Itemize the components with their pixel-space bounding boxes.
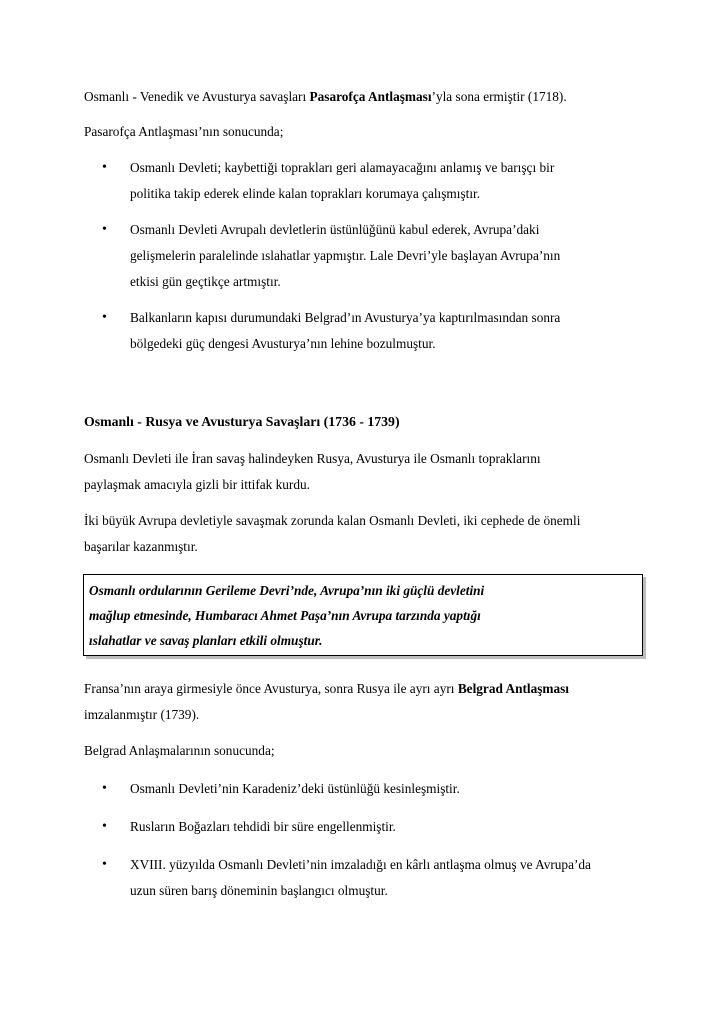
bullet-dot: •	[102, 781, 107, 796]
bullet-dot: •	[102, 160, 107, 175]
pasarofca-bullet-1-line-1: Osmanlı Devleti; kaybettiği toprakları geri alamayacağını anlamış ve barışçı bir	[130, 160, 555, 175]
pasarofca-bullet-2-line-3: etkisi gün geçtikçe artmıştır.	[130, 274, 281, 289]
bullet-dot: •	[102, 310, 107, 325]
para1-line-1: Osmanlı Devleti ile İran savaş halindeyken Rusya, Avusturya ile Osmanlı topraklarını	[84, 451, 541, 466]
intro-text-end: ’yla sona ermiştir (1718).	[431, 89, 567, 104]
intro-text: Osmanlı - Venedik ve Avusturya savaşları	[84, 89, 310, 104]
intro-bold-term: Pasarofça Antlaşması	[309, 89, 432, 104]
pasarofca-bullet-2-line-2: gelişmelerin paralelinde ıslahatlar yapmıştır. Lale Devri’yle başlayan Avrupa’nın	[130, 248, 561, 263]
para3-bold-term: Belgrad Antlaşması	[457, 681, 569, 696]
pasarofca-bullet-3-line-1: Balkanların kapısı durumundaki Belgrad’ın Avusturya’ya kaptırılmasından sonra	[130, 310, 561, 325]
belgrad-bullet-3-line-2: uzun süren barış döneminin başlangıcı olmuştur.	[130, 883, 388, 898]
pasarofca-bullet-1-line-2: politika takip ederek elinde kalan toprakları korumaya çalışmıştır.	[130, 186, 481, 201]
pasarofca-bullet-2-line-1: Osmanlı Devleti Avrupalı devletlerin üstünlüğünü kabul ederek, Avrupa’daki	[130, 222, 540, 237]
belgrad-bullet-3-line-1: XVIII. yüzyılda Osmanlı Devleti’nin imzaladığı en kârlı antlaşma olmuş ve Avrupa’da	[130, 857, 591, 872]
para2-line-2: başarılar kazanmıştır.	[84, 539, 198, 554]
belgrad-bullet-1-line-1: Osmanlı Devleti’nin Karadeniz’deki üstünlüğü kesinleşmiştir.	[130, 781, 460, 796]
box-line-1: Osmanlı ordularının Gerileme Devri’nde, Avrupa’nın iki güçlü devletini	[89, 583, 485, 598]
section-title: Osmanlı - Rusya ve Avusturya Savaşları (1736 - 1739)	[84, 414, 400, 429]
para2-line-1: İki büyük Avrupa devletiyle savaşmak zorunda kalan Osmanlı Devleti, iki cephede de önemli	[84, 513, 581, 528]
bullet-dot: •	[102, 819, 107, 834]
belgrad-bullet-2-line-1: Rusların Boğazları tehdidi bir süre engellenmiştir.	[130, 819, 396, 834]
belgrad-heading: Belgrad Anlaşmalarının sonucunda;	[84, 743, 275, 758]
bullet-dot: •	[102, 222, 107, 237]
para1-line-2: paylaşmak amacıyla gizli bir ittifak kurdu.	[84, 477, 310, 492]
pasarofca-heading: Pasarofça Antlaşması’nın sonucunda;	[84, 124, 284, 139]
para3-line-1	[84, 681, 569, 697]
intro-paragraph	[84, 89, 567, 105]
highlight-box	[83, 574, 643, 656]
para3-line-2: imzalanmıştır (1739).	[84, 707, 200, 722]
box-line-2: mağlup etmesinde, Humbaracı Ahmet Paşa’nın Avrupa tarzında yaptığı	[89, 608, 481, 623]
bullet-dot: •	[102, 857, 107, 872]
box-line-3: ıslahatlar ve savaş planları etkili olmuştur.	[89, 633, 323, 648]
para3-text: Fransa’nın araya girmesiyle önce Avusturya, sonra Rusya ile ayrı ayrı	[84, 681, 458, 696]
pasarofca-bullet-3-line-2: bölgedeki güç dengesi Avusturya’nın lehine bozulmuştur.	[130, 336, 436, 351]
